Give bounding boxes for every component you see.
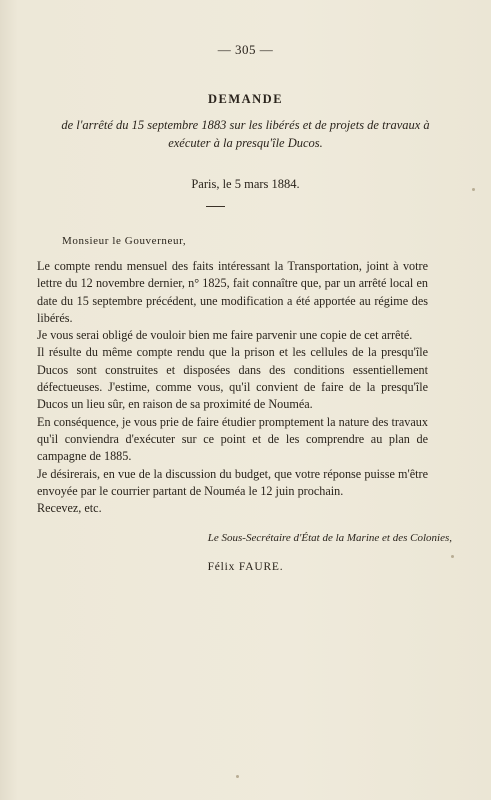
paragraph: Le compte rendu mensuel des faits intéressant la Transportation, joint à votre lettre du 12 novembre dernier, n° 1825, fait connaître que, par un arrêté local en date du 15 septembre précédent, une modification a été apportée au régime des libérés. — [37, 259, 428, 325]
salutation: Monsieur le Gouverneur, — [62, 235, 187, 247]
paper-speck — [236, 775, 239, 778]
dateline: Paris, le 5 mars 1884. — [191, 177, 300, 191]
letter-body — [37, 258, 428, 517]
paragraph: Il résulte du même compte rendu que la prison et les cellules de la presqu'île Ducos sont construites et disposées dans des conditions essentiellement défectueuses. J'estime, comme vous, qu'il convient de faire de la presqu'île Ducos un lieu sûr, en raison de sa proximité de Nouméa. — [37, 345, 428, 412]
paper-speck — [472, 188, 475, 191]
document-subtitle: de l'arrêté du 15 septembre 1883 sur les libérés et de projets de travaux à exécuter à la presqu'île Ducos. — [61, 118, 430, 150]
signoff-title: Le Sous-Secrétaire d'État de la Marine et des Colonies, — [207, 532, 452, 544]
signature: Félix FAURE. — [207, 561, 284, 573]
paper-speck — [451, 555, 454, 558]
paragraph: Je vous serai obligé de vouloir bien me faire parvenir une copie de cet arrêté. — [37, 328, 413, 343]
paragraph: Recevez, etc. — [37, 501, 102, 516]
document-title: DEMANDE — [207, 92, 284, 106]
page-number: — 305 — — [217, 42, 274, 57]
paragraph: Je désirerais, en vue de la discussion du budget, que votre réponse puisse m'être envoyée par le courrier partant de Nouméa le 12 juin prochain. — [37, 466, 428, 498]
paragraph: En conséquence, je vous prie de faire étudier promptement la nature des travaux qu'il conviendra d'exécuter sur ce point et de les comprendre au plan de campagne de 1885. — [37, 414, 428, 464]
divider-rule — [206, 206, 225, 207]
